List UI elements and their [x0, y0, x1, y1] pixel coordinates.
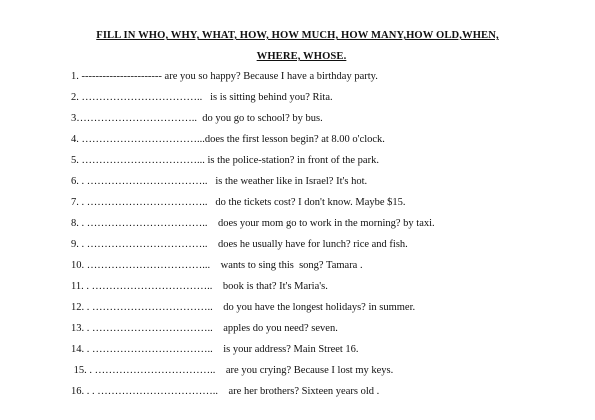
question-2: 2. …………………………….. is is sitting behind you? Rita. [71, 92, 333, 103]
worksheet-title-line-2: WHERE, WHOSE. [256, 51, 347, 62]
question-5: 5. ……………………………... is the police-station? in front of the park. [71, 155, 379, 166]
question-9: 9. . …………………………….. does he usually have for lunch? rice and fish. [71, 239, 408, 250]
question-6: 6. . …………………………….. is the weather like in Israel? It's hot. [71, 176, 368, 187]
question-14: 14. . …………………………….. is your address? Main Street 16. [71, 344, 359, 355]
question-10: 10. ……………………………... wants to sing this song? Tamara . [71, 260, 363, 271]
question-7: 7. . …………………………….. do the tickets cost? I don't know. Maybe $15. [71, 197, 406, 208]
question-8: 8. . …………………………….. does your mom go to work in the morning? by taxi. [71, 218, 435, 229]
question-15: 15. . …………………………….. are you crying? Because I lost my keys. [71, 365, 394, 376]
worksheet-title-line-1: FILL IN WHO, WHY, WHAT, HOW, HOW MUCH, HOW MANY,HOW OLD,WHEN, [96, 30, 499, 41]
question-13: 13. . …………………………….. apples do you need? seven. [71, 323, 338, 334]
question-12: 12. . …………………………….. do you have the longest holidays? in summer. [71, 302, 416, 313]
question-16: 16. . . …………………………….. are her brothers? Sixteen years old . [71, 386, 380, 397]
question-4: 4. ……………………………...does the first lesson begin? at 8.00 o'clock. [71, 134, 385, 145]
question-1: 1. ----------------------- are you so happy? Because I have a birthday party. [71, 71, 378, 82]
question-11: 11. . …………………………….. book is that? It's Maria's. [71, 281, 328, 292]
question-3: 3…………………………….. do you go to school? by bus. [71, 113, 323, 124]
